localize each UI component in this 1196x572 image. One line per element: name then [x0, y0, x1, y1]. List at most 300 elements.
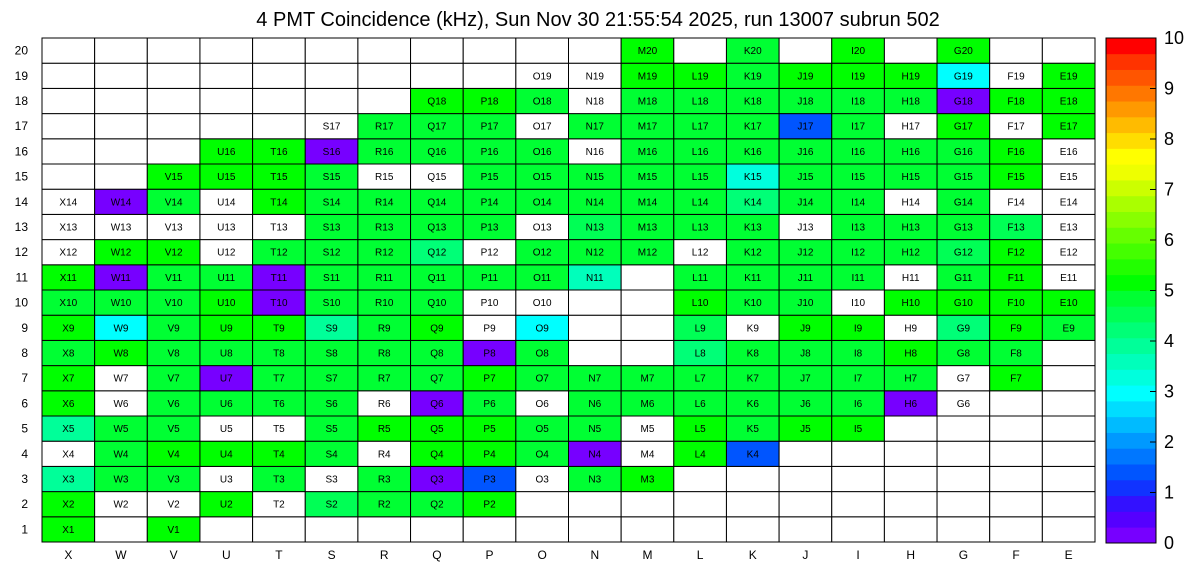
cell-M8	[621, 340, 674, 365]
cell-label-R6: R6	[377, 398, 391, 410]
cell-label-T12: T12	[270, 247, 288, 259]
y-tick-label: 9	[21, 320, 28, 335]
cell-S18	[305, 88, 358, 113]
cell-P20	[463, 38, 516, 63]
cell-label-S11: S11	[323, 272, 341, 284]
cell-P19	[463, 63, 516, 88]
cell-label-L12: L12	[691, 247, 709, 259]
cell-label-R5: R5	[377, 424, 391, 436]
cell-label-K9: K9	[746, 323, 759, 335]
cell-label-Q14: Q14	[427, 197, 447, 209]
cell-label-P18: P18	[480, 96, 499, 108]
cell-label-K6: K6	[746, 398, 759, 410]
cell-label-J8: J8	[800, 348, 811, 360]
cell-U18	[200, 88, 253, 113]
cell-label-U5: U5	[219, 424, 233, 436]
x-tick-label: K	[748, 548, 757, 562]
cell-label-W3: W3	[113, 474, 129, 486]
cell-label-K11: K11	[744, 272, 762, 284]
cell-label-M18: M18	[637, 96, 658, 108]
cell-label-Q3: Q3	[430, 474, 444, 486]
cell-H3	[884, 466, 937, 491]
cell-label-S6: S6	[325, 398, 338, 410]
x-tick-label: M	[642, 548, 653, 562]
cell-label-E15: E15	[1059, 172, 1078, 184]
scale-swatch	[1106, 369, 1156, 385]
cell-label-L10: L10	[691, 298, 709, 310]
cell-X18	[42, 88, 95, 113]
cell-K3	[726, 466, 779, 491]
cell-E6	[1042, 391, 1095, 416]
y-tick-label: 1	[21, 522, 28, 537]
cell-label-M14: M14	[637, 197, 658, 209]
cell-label-U8: U8	[219, 348, 233, 360]
cell-label-T11: T11	[270, 272, 288, 284]
cell-label-W13: W13	[110, 222, 132, 234]
cell-label-I8: I8	[853, 348, 863, 360]
cell-label-J10: J10	[797, 298, 814, 310]
cell-G5	[937, 416, 990, 441]
x-tick-label: U	[221, 548, 231, 562]
cell-label-Q2: Q2	[430, 499, 444, 511]
cell-label-O14: O14	[532, 197, 552, 209]
cell-label-O5: O5	[535, 424, 549, 436]
cell-label-O8: O8	[535, 348, 549, 360]
scale-swatch	[1106, 480, 1156, 496]
cell-label-S12: S12	[322, 247, 341, 259]
cell-label-U3: U3	[219, 474, 233, 486]
cell-label-W2: W2	[113, 499, 129, 511]
cell-label-F8: F8	[1010, 348, 1022, 360]
cell-I1	[832, 517, 885, 542]
cell-label-T6: T6	[273, 398, 285, 410]
cell-label-V14: V14	[164, 197, 183, 209]
cell-label-O18: O18	[532, 96, 552, 108]
cell-label-P5: P5	[483, 424, 496, 436]
cell-label-V3: V3	[167, 474, 180, 486]
x-tick-label: L	[696, 548, 704, 562]
x-tick-label: T	[275, 548, 283, 562]
cell-label-R14: R14	[375, 197, 394, 209]
cell-label-T2: T2	[273, 499, 285, 511]
cell-N9	[569, 315, 622, 340]
cell-label-R15: R15	[375, 172, 394, 184]
cell-U20	[200, 38, 253, 63]
cell-T17	[253, 114, 306, 139]
cell-label-X14: X14	[59, 197, 78, 209]
cell-label-T8: T8	[273, 348, 285, 360]
cell-label-L19: L19	[691, 71, 709, 83]
cell-label-K5: K5	[746, 424, 759, 436]
scale-swatch	[1106, 227, 1156, 243]
cell-label-H8: H8	[904, 348, 918, 360]
cell-label-S3: S3	[325, 474, 338, 486]
cell-Q1	[411, 517, 464, 542]
cell-label-H13: H13	[901, 222, 920, 234]
cell-label-N19: N19	[585, 71, 605, 83]
cell-label-G8: G8	[956, 348, 971, 360]
scale-swatch	[1106, 433, 1156, 449]
cell-label-U11: U11	[217, 272, 236, 284]
cell-F6	[990, 391, 1043, 416]
cell-label-H9: H9	[904, 323, 918, 335]
cell-label-M19: M19	[637, 71, 658, 83]
y-tick-label: 17	[14, 119, 28, 134]
cell-label-F19: F19	[1007, 71, 1025, 83]
cell-label-E9: E9	[1062, 323, 1075, 335]
cell-label-I6: I6	[853, 398, 863, 410]
y-tick-label: 5	[21, 421, 28, 436]
cell-label-E17: E17	[1059, 121, 1078, 133]
cell-Q19	[411, 63, 464, 88]
cell-label-J17: J17	[797, 121, 814, 133]
cell-label-P17: P17	[480, 121, 499, 133]
cell-label-X12: X12	[59, 247, 78, 259]
cell-label-I18: I18	[851, 96, 866, 108]
cell-label-L9: L9	[694, 323, 706, 335]
scale-swatch	[1106, 101, 1156, 117]
cell-label-T3: T3	[273, 474, 285, 486]
cell-label-N15: N15	[585, 172, 605, 184]
cell-label-P7: P7	[483, 373, 496, 385]
color-scale	[1106, 28, 1184, 553]
cell-label-G18: G18	[953, 96, 973, 108]
cell-label-I5: I5	[853, 424, 863, 436]
cell-label-R9: R9	[377, 323, 391, 335]
cell-label-P14: P14	[480, 197, 499, 209]
cell-label-J16: J16	[797, 146, 814, 158]
cell-label-G11: G11	[954, 272, 973, 284]
cell-label-Q13: Q13	[427, 222, 447, 234]
cell-label-T9: T9	[273, 323, 285, 335]
cell-label-J18: J18	[797, 96, 814, 108]
cell-label-P9: P9	[483, 323, 496, 335]
cell-M1	[621, 517, 674, 542]
scale-swatch	[1106, 417, 1156, 433]
cell-label-T15: T15	[270, 172, 288, 184]
cell-label-M17: M17	[637, 121, 658, 133]
cell-label-O9: O9	[535, 323, 549, 335]
cell-label-K20: K20	[743, 46, 762, 58]
cell-label-S16: S16	[322, 146, 341, 158]
y-tick-label: 3	[21, 472, 28, 486]
cell-label-S13: S13	[322, 222, 341, 234]
cell-T19	[253, 63, 306, 88]
scale-swatch	[1106, 401, 1156, 417]
scale-swatch	[1106, 54, 1156, 70]
scale-tick-label: 0	[1164, 533, 1175, 553]
cell-label-G16: G16	[953, 146, 973, 158]
cell-label-I19: I19	[851, 71, 866, 83]
scale-swatch	[1106, 259, 1156, 275]
cell-label-W14: W14	[110, 197, 132, 209]
cell-V20	[147, 38, 200, 63]
cell-label-Q10: Q10	[427, 298, 447, 310]
y-tick-label: 12	[14, 245, 28, 260]
cell-label-S7: S7	[325, 373, 338, 385]
cell-K2	[726, 492, 779, 517]
scale-tick-label: 2	[1164, 432, 1175, 452]
cell-label-V8: V8	[167, 348, 180, 360]
cell-M9	[621, 315, 674, 340]
scale-swatch	[1106, 511, 1156, 527]
cell-label-M12: M12	[637, 247, 658, 259]
cell-G2	[937, 492, 990, 517]
cell-label-M5: M5	[640, 424, 655, 436]
cell-label-V4: V4	[167, 449, 180, 461]
cell-label-K4: K4	[746, 449, 759, 461]
scale-tick-label: 7	[1164, 179, 1175, 200]
scale-swatch	[1106, 212, 1156, 228]
y-tick-label: 7	[21, 371, 28, 386]
cell-label-I7: I7	[853, 373, 863, 385]
cell-label-V15: V15	[164, 172, 183, 184]
cell-G4	[937, 441, 990, 466]
cell-label-L13: L13	[691, 222, 709, 234]
y-tick-label: 10	[14, 295, 28, 310]
scale-tick-label: 1	[1164, 482, 1175, 503]
cell-label-M15: M15	[637, 172, 658, 184]
cell-label-W7: W7	[113, 373, 129, 385]
cell-K1	[726, 517, 779, 542]
scale-swatch	[1106, 322, 1156, 338]
cell-M2	[621, 492, 674, 517]
cell-label-O4: O4	[535, 449, 549, 461]
cell-label-Q16: Q16	[427, 146, 447, 158]
cell-E4	[1042, 441, 1095, 466]
cell-H20	[884, 38, 937, 63]
cell-label-N7: N7	[588, 373, 602, 385]
cell-E20	[1042, 38, 1095, 63]
cell-label-O13: O13	[532, 222, 552, 234]
cell-label-I16: I16	[851, 146, 866, 158]
cell-label-T5: T5	[273, 424, 285, 436]
x-tick-label: Q	[432, 548, 442, 562]
cell-label-X10: X10	[59, 298, 78, 310]
cell-label-U6: U6	[219, 398, 233, 410]
cell-label-N16: N16	[585, 146, 605, 158]
cell-label-O6: O6	[535, 398, 549, 410]
cell-label-L5: L5	[694, 424, 706, 436]
cell-label-J6: J6	[800, 398, 811, 410]
cell-label-T7: T7	[273, 373, 285, 385]
y-tick-label: 19	[14, 68, 28, 83]
cell-label-N12: N12	[585, 247, 605, 259]
cell-label-K16: K16	[743, 146, 762, 158]
scale-tick-label: 4	[1164, 331, 1175, 351]
cell-label-O7: O7	[535, 373, 549, 385]
cell-W17	[95, 114, 148, 139]
cell-label-L4: L4	[694, 449, 706, 461]
cell-G3	[937, 466, 990, 491]
cell-label-X13: X13	[59, 222, 78, 234]
cell-R18	[358, 88, 411, 113]
cell-label-S17: S17	[322, 121, 341, 133]
cell-label-U10: U10	[217, 298, 236, 310]
cell-label-S15: S15	[322, 172, 341, 184]
cell-label-N11: N11	[586, 272, 604, 284]
scale-swatch	[1106, 385, 1156, 401]
cell-label-K10: K10	[743, 298, 762, 310]
cell-label-M4: M4	[640, 449, 655, 461]
scale-tick-label: 6	[1164, 230, 1175, 250]
x-tick-label: X	[64, 548, 73, 562]
cell-O2	[516, 492, 569, 517]
cell-label-G17: G17	[953, 121, 973, 133]
cell-label-H10: H10	[901, 298, 920, 310]
cell-label-I14: I14	[851, 197, 866, 209]
cell-label-P15: P15	[480, 172, 499, 184]
cell-label-J11: J11	[797, 272, 814, 284]
cell-W19	[95, 63, 148, 88]
cell-label-S5: S5	[325, 424, 338, 436]
scale-swatch	[1106, 306, 1156, 322]
cell-label-M13: M13	[637, 222, 658, 234]
cell-label-N17: N17	[585, 121, 605, 133]
x-axis-labels	[64, 548, 1072, 562]
cell-N20	[569, 38, 622, 63]
cell-label-K19: K19	[743, 71, 762, 83]
cell-H2	[884, 492, 937, 517]
cell-label-R11: R11	[375, 272, 394, 284]
cell-label-H19: H19	[901, 71, 920, 83]
cell-label-E19: E19	[1059, 71, 1078, 83]
cell-label-O16: O16	[532, 146, 552, 158]
cell-label-Q9: Q9	[430, 323, 444, 335]
y-tick-label: 4	[21, 446, 28, 461]
scale-swatch	[1106, 338, 1156, 354]
cell-label-P4: P4	[483, 449, 496, 461]
cell-label-U13: U13	[217, 222, 236, 234]
cell-label-Q7: Q7	[430, 373, 444, 385]
cell-label-R8: R8	[377, 348, 391, 360]
cell-label-Q6: Q6	[430, 398, 444, 410]
y-tick-label: 16	[14, 144, 28, 159]
cell-label-Q4: Q4	[430, 449, 444, 461]
cell-label-K12: K12	[743, 247, 762, 259]
cell-label-T10: T10	[270, 298, 288, 310]
cell-label-G6: G6	[956, 398, 971, 410]
cell-S1	[305, 517, 358, 542]
scale-tick-label: 3	[1164, 381, 1175, 402]
cell-E8	[1042, 340, 1095, 365]
x-tick-label: S	[327, 548, 336, 562]
cell-W16	[95, 139, 148, 164]
cell-label-M3: M3	[640, 474, 655, 486]
cell-label-P2: P2	[483, 499, 496, 511]
cell-label-M6: M6	[640, 398, 655, 410]
scale-tick-label: 5	[1164, 280, 1175, 301]
cell-W15	[95, 164, 148, 189]
cell-label-E18: E18	[1059, 96, 1078, 108]
cell-R1	[358, 517, 411, 542]
cell-label-X4: X4	[62, 449, 75, 461]
scale-swatch	[1106, 243, 1156, 259]
cell-label-H11: H11	[901, 272, 920, 284]
y-axis-labels	[15, 44, 29, 537]
cell-F4	[990, 441, 1043, 466]
cell-label-P10: P10	[480, 298, 499, 310]
cell-label-V2: V2	[167, 499, 180, 511]
cell-label-U14: U14	[217, 197, 236, 209]
cell-label-F11: F11	[1007, 272, 1025, 284]
cell-L20	[674, 38, 727, 63]
cell-label-L18: L18	[691, 96, 709, 108]
cell-label-K17: K17	[743, 121, 762, 133]
cell-L2	[674, 492, 727, 517]
cell-label-S10: S10	[322, 298, 341, 310]
scale-swatch	[1106, 133, 1156, 149]
cell-R19	[358, 63, 411, 88]
cell-label-X1: X1	[62, 524, 75, 536]
cell-label-J7: J7	[800, 373, 811, 385]
cell-label-O10: O10	[532, 298, 552, 310]
cell-label-G9: G9	[956, 323, 971, 335]
cell-U19	[200, 63, 253, 88]
cell-label-F10: F10	[1007, 298, 1025, 310]
cell-label-Q15: Q15	[427, 172, 447, 184]
cell-label-K8: K8	[746, 348, 759, 360]
cell-label-P13: P13	[480, 222, 499, 234]
cell-label-S4: S4	[325, 449, 338, 461]
cell-label-H16: H16	[901, 146, 920, 158]
cell-label-R7: R7	[377, 373, 391, 385]
y-tick-label: 2	[21, 497, 28, 512]
x-tick-label: N	[590, 548, 600, 562]
cell-I4	[832, 441, 885, 466]
cell-label-K7: K7	[746, 373, 759, 385]
cell-label-N5: N5	[588, 424, 602, 436]
cell-E7	[1042, 366, 1095, 391]
y-tick-label: 6	[21, 396, 28, 411]
cell-label-R16: R16	[375, 146, 394, 158]
scale-swatch	[1106, 496, 1156, 512]
cell-label-T16: T16	[270, 146, 288, 158]
cell-label-O15: O15	[532, 172, 552, 184]
cell-J3	[779, 466, 832, 491]
scale-tick-label: 8	[1164, 129, 1175, 149]
cell-V17	[147, 114, 200, 139]
cell-label-K18: K18	[743, 96, 762, 108]
cell-label-I17: I17	[851, 121, 866, 133]
cell-label-J13: J13	[797, 222, 814, 234]
cell-label-V7: V7	[167, 373, 180, 385]
cell-label-I10: I10	[851, 298, 866, 310]
cell-label-V11: V11	[165, 272, 183, 284]
cell-J4	[779, 441, 832, 466]
y-tick-label: 11	[15, 270, 28, 285]
cell-label-V13: V13	[164, 222, 183, 234]
scale-swatch	[1106, 196, 1156, 212]
cell-label-I13: I13	[851, 222, 866, 234]
cell-label-V9: V9	[167, 323, 180, 335]
cell-U1	[200, 517, 253, 542]
cell-F5	[990, 416, 1043, 441]
cell-N8	[569, 340, 622, 365]
x-tick-label: R	[379, 548, 389, 562]
cell-E1	[1042, 517, 1095, 542]
cell-label-J15: J15	[797, 172, 814, 184]
cell-label-V6: V6	[167, 398, 180, 410]
cell-X15	[42, 164, 95, 189]
cell-label-O19: O19	[532, 71, 552, 83]
cell-label-F16: F16	[1007, 146, 1025, 158]
scale-tick-label: 9	[1164, 78, 1175, 99]
cell-label-W9: W9	[113, 323, 129, 335]
scale-swatch	[1106, 464, 1156, 480]
cell-L1	[674, 517, 727, 542]
cell-label-I9: I9	[853, 323, 863, 335]
